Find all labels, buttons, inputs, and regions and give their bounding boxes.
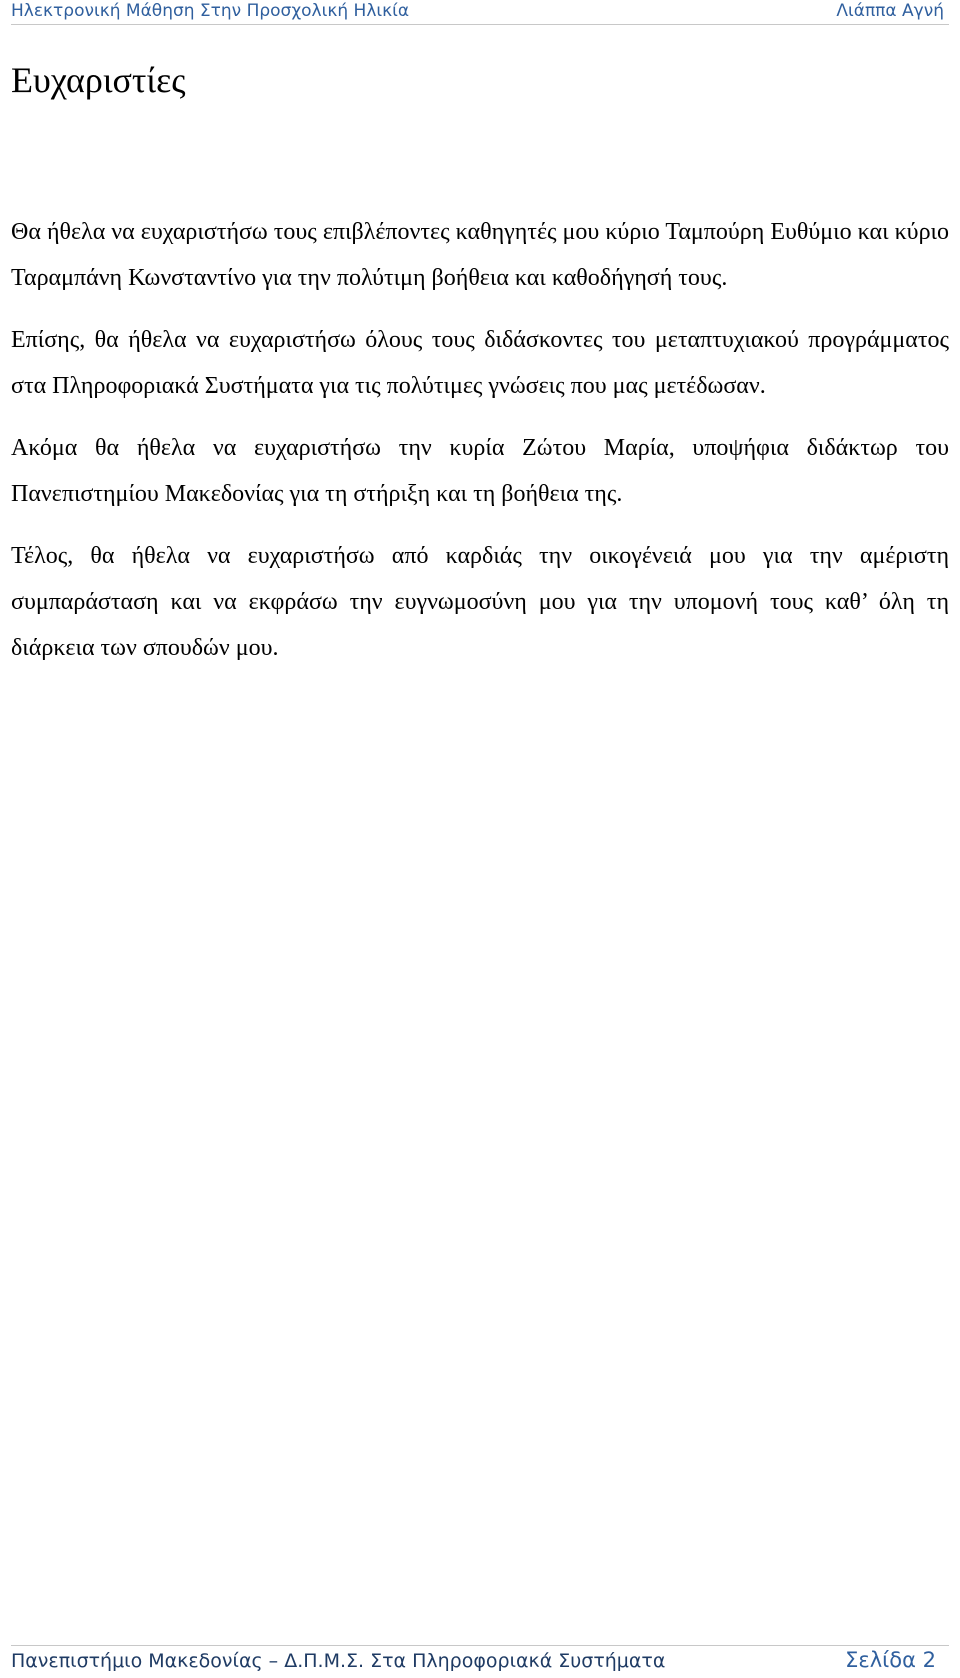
paragraph-family: Τέλος, θα ήθελα να ευχαριστήσω από καρδιάς την οικογένειά μου για την αμέριστη συμπαράσταση και να εκφράσω την ευγνωμοσύνη μου για την υπομονή τους καθ’ όλη τη διάρκεια των σπουδών μου. <box>11 543 949 661</box>
paragraph-instructors: Επίσης, θα ήθελα να ευχαριστήσω όλους τους διδάσκοντες του μεταπτυχιακού προγράμματος στα Πληροφοριακά Συστήματα για τις πολύτιμες γνώσεις που μας μετέδωσαν. <box>11 327 949 399</box>
paragraph-supervisors: Θα ήθελα να ευχαριστήσω τους επιβλέποντες καθηγητές μου κύριο Ταμπούρη Ευθύμιο και κύριο Ταραμπάνη Κωνσταντίνο για την πολύτιμη βοήθεια και καθοδήγησή τους. <box>11 219 949 291</box>
page-footer <box>11 1645 949 1678</box>
page-header <box>11 0 949 25</box>
header-author: Λιάππα Αγνή <box>836 1 944 21</box>
page-title: Ευχαριστίες <box>11 60 186 100</box>
acknowledgements-body <box>11 209 949 687</box>
paragraph-doctoral-candidate: Ακόμα θα ήθελα να ευχαριστήσω την κυρία Ζώτου Μαρία, υποψήφια διδάκτωρ του Πανεπιστημίου Μακεδονίας για τη στήριξη και τη βοήθεια της. <box>11 435 949 507</box>
page-number: Σελίδα 2 <box>845 1648 936 1672</box>
footer-institution: Πανεπιστήμιο Μακεδονίας – Δ.Π.Μ.Σ. Στα Πληροφοριακά Συστήματα <box>11 1650 666 1672</box>
header-document-title: Ηλεκτρονική Μάθηση Στην Προσχολική Ηλικία <box>11 1 410 21</box>
